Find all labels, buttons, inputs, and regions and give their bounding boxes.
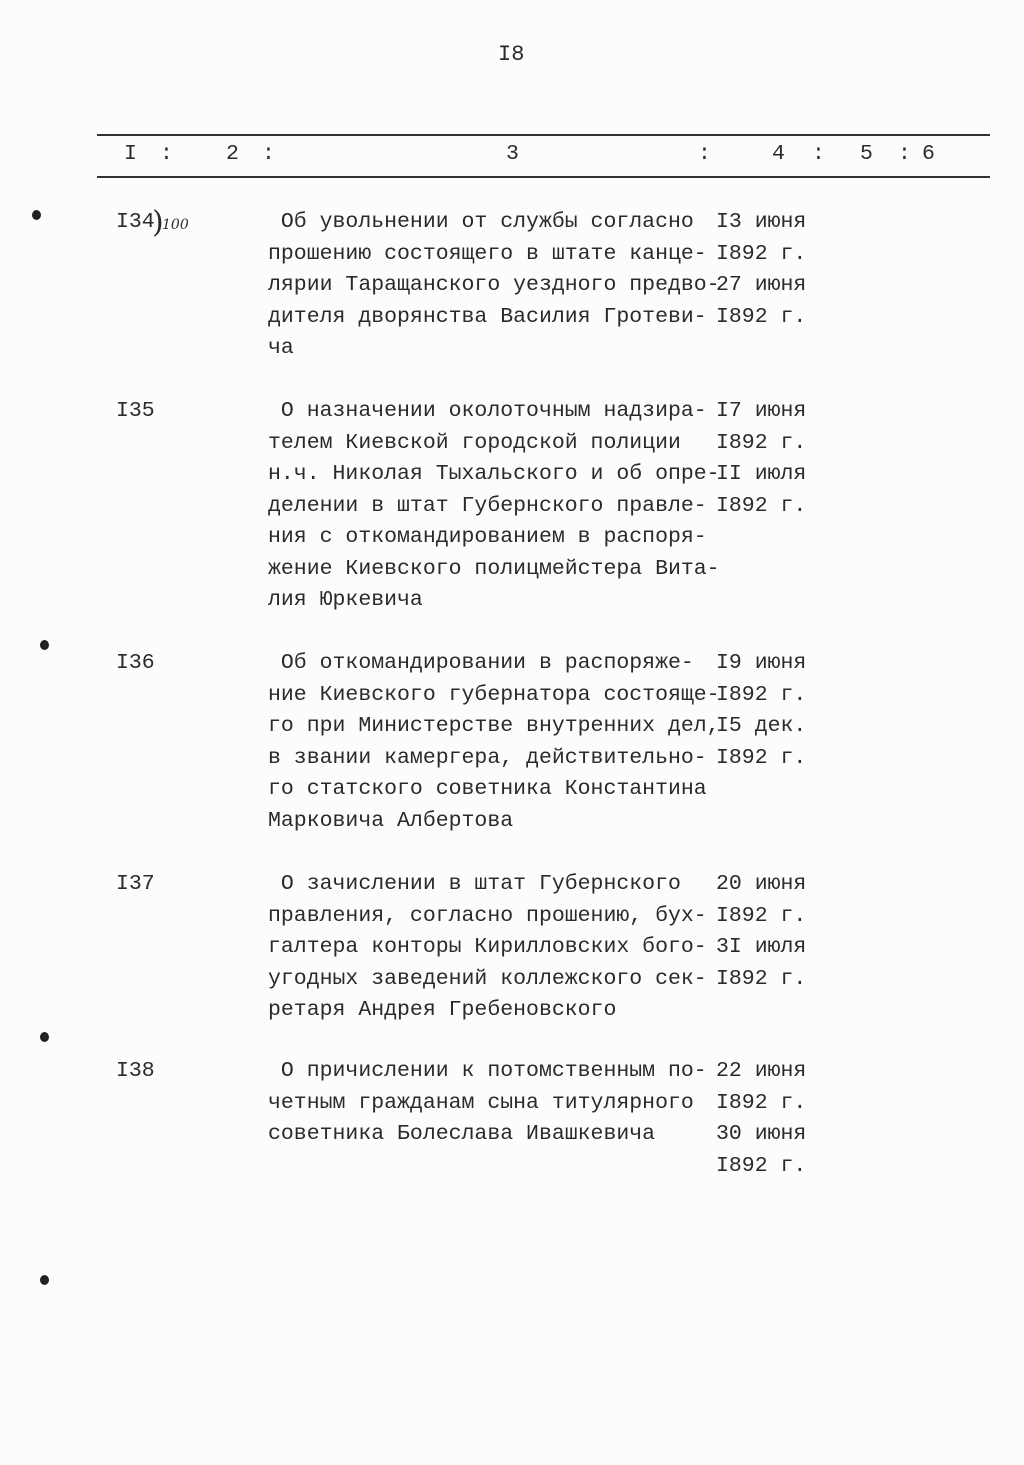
entry-date: I892 г.	[716, 1153, 807, 1178]
col-4-label: 4	[772, 142, 785, 166]
col-sep: :	[812, 142, 825, 166]
punch-hole	[32, 210, 41, 220]
col-sep: :	[262, 142, 275, 166]
col-6-label: 6	[922, 142, 935, 166]
entry-text-line: в звании камергера, действительно-	[268, 745, 707, 770]
entry-text-line: лярии Таращанского уездного предво-	[268, 273, 720, 297]
entry-date: I892 г.	[716, 682, 807, 707]
col-3-label: 3	[506, 142, 519, 166]
entry-date: 3I июля	[716, 935, 807, 959]
entry-date: I892 г.	[716, 903, 807, 928]
entry-text-line: О зачислении в штат Губернского	[268, 872, 681, 896]
punch-hole	[40, 1032, 49, 1042]
entry-text-line: Марковича Албертова	[268, 808, 514, 833]
entry-text-line: четным гражданам сына титулярного	[268, 1090, 694, 1115]
entry-date: 27 июня	[716, 273, 807, 297]
handwritten-note: 100	[162, 217, 189, 233]
entry-text-line: советника Болеслава Ивашкевича	[268, 1122, 656, 1146]
entry-date: I892 г.	[716, 1090, 807, 1115]
entry-date: I7 июня	[716, 399, 807, 423]
entry-number: I34	[116, 210, 155, 234]
entry-text-line: жение Киевского полицмейстера Вита-	[268, 556, 720, 581]
entry-text-line: О назначении околоточным надзира-	[268, 399, 707, 423]
entry-text-line: н.ч. Николая Тыхальского и об опре-	[268, 462, 720, 486]
entry-text-line: дителя дворянства Василия Гротеви-	[268, 304, 707, 329]
punch-hole	[40, 640, 49, 650]
entry-date: I892 г.	[716, 745, 807, 770]
entry-number: I38	[116, 1059, 155, 1083]
entry-text-line: прошению состоящего в штате канце-	[268, 241, 707, 266]
entry-text-line: угодных заведений коллежского сек-	[268, 966, 707, 991]
entry-text-line: телем Киевской городской полиции	[268, 430, 681, 455]
entry-text-line: Об увольнении от службы согласно	[268, 210, 694, 234]
entry-date: 20 июня	[716, 872, 807, 896]
entry-date: 30 июня	[716, 1122, 807, 1146]
entry-date: 22 июня	[716, 1059, 807, 1083]
col-2-label: 2	[226, 142, 239, 166]
col-sep: :	[698, 142, 711, 166]
entry-date: I892 г.	[716, 304, 807, 329]
page-number: I8	[498, 42, 525, 67]
entry-text-line: Об откомандировании в распоряже-	[268, 651, 694, 675]
entry-text-line: О причислении к потомственным по-	[268, 1059, 707, 1083]
entry-text-line: галтера конторы Кирилловских бого-	[268, 935, 707, 959]
entry-text-line: го статского советника Константина	[268, 777, 707, 801]
header-bottom-rule	[97, 176, 990, 178]
entry-date: I892 г.	[716, 493, 807, 518]
entry-text-line: ретаря Андрея Гребеновского	[268, 998, 617, 1022]
entry-text-line: ния с откомандированием в распоря-	[268, 525, 707, 549]
entry-date: I892 г.	[716, 241, 807, 266]
entry-date: II июля	[716, 462, 807, 486]
entry-date: I5 дек.	[716, 714, 807, 738]
handwritten-bracket: )	[152, 205, 164, 240]
col-1-label: I	[124, 142, 137, 166]
punch-hole	[40, 1275, 49, 1285]
col-sep: :	[898, 142, 911, 166]
entry-text-line: го при Министерстве внутренних дел,	[268, 714, 720, 738]
entry-date: I892 г.	[716, 430, 807, 455]
entry-date: I9 июня	[716, 651, 807, 675]
header-top-rule	[97, 134, 990, 136]
col-sep: :	[160, 142, 173, 166]
entry-text-line: делении в штат Губернского правле-	[268, 493, 707, 518]
entry-number: I35	[116, 399, 155, 423]
entry-date: I3 июня	[716, 210, 807, 234]
entry-text-line: правления, согласно прошению, бух-	[268, 903, 707, 928]
entry-number: I36	[116, 651, 155, 675]
entry-text-line: лия Юркевича	[268, 588, 423, 612]
entry-text-line: ча	[268, 336, 294, 360]
entry-date: I892 г.	[716, 966, 807, 991]
col-5-label: 5	[860, 142, 873, 166]
entry-text-line: ние Киевского губернатора состояще-	[268, 682, 720, 707]
entry-number: I37	[116, 872, 155, 896]
